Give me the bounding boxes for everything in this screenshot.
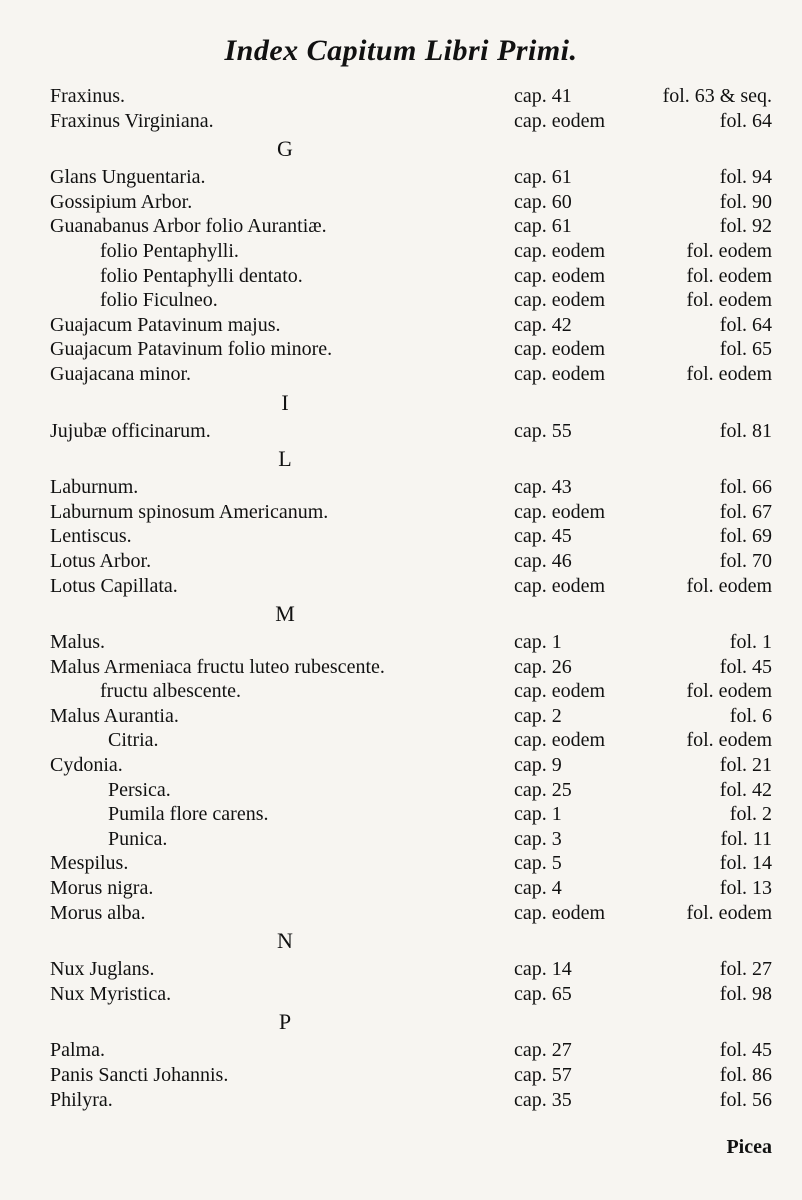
entry-name: Punica.: [108, 827, 168, 850]
index-entry: [0, 728, 802, 753]
entry-name: Morus nigra.: [50, 877, 154, 900]
entry-folio: fol. 2: [729, 803, 772, 826]
entry-folio: fol. 67: [719, 500, 772, 523]
entry-chapter: cap. 41: [514, 85, 572, 107]
entry-chapter: cap. 4: [514, 877, 562, 900]
entry-name: Lotus Capillata.: [50, 574, 178, 597]
section-letter-label: G: [277, 136, 293, 162]
index-entry: [0, 84, 802, 109]
entry-name: Palma.: [50, 1039, 105, 1062]
index-entry: [0, 500, 802, 525]
entry-folio: fol. 14: [719, 852, 772, 875]
entry-folio: fol. 56: [719, 1088, 772, 1111]
section-letter-label: N: [277, 928, 293, 954]
entry-chapter: cap. 46: [514, 549, 572, 572]
entry-folio: fol. 94: [719, 166, 772, 189]
section-letter-label: L: [278, 446, 292, 472]
entry-name: Laburnum.: [50, 476, 139, 499]
entry-name: Jujubæ officinarum.: [50, 419, 211, 442]
entry-chapter: cap. 9: [514, 754, 562, 777]
section-letter: [0, 133, 802, 165]
index-entry: [0, 851, 802, 876]
entry-chapter: cap. eodem: [514, 729, 606, 752]
entry-chapter: cap. eodem: [514, 338, 606, 361]
index-entry: [0, 827, 802, 852]
entry-name: Nux Juglans.: [50, 958, 155, 981]
index-entry: [0, 1038, 802, 1063]
entry-name: Lotus Arbor.: [50, 549, 152, 572]
entry-folio: fol. 98: [719, 982, 772, 1005]
entry-name: Citria.: [108, 729, 159, 752]
entry-chapter: cap. 35: [514, 1088, 572, 1111]
entry-chapter: cap. eodem: [514, 264, 606, 287]
entry-name: Fraxinus.: [50, 85, 125, 107]
entry-folio: fol. 42: [719, 778, 772, 801]
section-letter-label: P: [278, 1009, 292, 1035]
index-entries: [0, 84, 802, 1112]
entry-folio: fol. 90: [719, 190, 772, 213]
index-entry: [0, 876, 802, 901]
section-letter-label: M: [275, 601, 295, 627]
index-entry: [0, 778, 802, 803]
index-entry: [0, 264, 802, 289]
index-entry: [0, 957, 802, 982]
entry-name: Glans Unguentaria.: [50, 166, 206, 189]
entry-name: Guajacana minor.: [50, 362, 192, 385]
entry-name: folio Ficulneo.: [100, 289, 218, 312]
entry-name: Morus alba.: [50, 901, 146, 924]
index-entry: [0, 214, 802, 239]
entry-chapter: cap. eodem: [514, 901, 606, 924]
entry-name: Philyra.: [50, 1088, 113, 1111]
section-letter: [0, 443, 802, 475]
entry-chapter: cap. 65: [514, 982, 572, 1005]
entry-folio: fol. 45: [719, 1039, 772, 1062]
section-letter: [0, 598, 802, 630]
entry-name: fructu albescente.: [100, 680, 242, 703]
entry-chapter: cap. 2: [514, 704, 562, 727]
index-entry: [0, 419, 802, 444]
entry-folio: fol. 13: [719, 877, 772, 900]
index-entry: [0, 337, 802, 362]
entry-name: folio Pentaphylli dentato.: [100, 264, 303, 287]
index-entry: [0, 802, 802, 827]
entry-folio: fol. eodem: [686, 362, 772, 385]
entry-chapter: cap. eodem: [514, 362, 606, 385]
entry-chapter: cap. eodem: [514, 109, 606, 132]
entry-name: Guajacum Patavinum folio minore.: [50, 338, 333, 361]
entry-chapter: cap. 5: [514, 852, 562, 875]
entry-name: Gossipium Arbor.: [50, 190, 193, 213]
entry-chapter: cap. 3: [514, 827, 562, 850]
entry-name: folio Pentaphylli.: [100, 239, 239, 262]
section-letter-label: I: [281, 389, 289, 415]
section-letter: [0, 1006, 802, 1038]
entry-chapter: cap. 27: [514, 1039, 572, 1062]
index-entry: [0, 475, 802, 500]
entry-name: Lentiscus.: [50, 525, 132, 548]
entry-folio: fol. eodem: [686, 239, 772, 262]
index-entry: [0, 288, 802, 313]
entry-chapter: cap. 55: [514, 419, 572, 442]
index-entry: [0, 704, 802, 729]
entry-name: Malus Aurantia.: [50, 704, 179, 727]
entry-folio: fol. 65: [719, 338, 772, 361]
page-title: Index Capitum Libri Primi.: [224, 34, 578, 67]
entry-name: Pumila flore carens.: [108, 803, 269, 826]
entry-folio: fol. 92: [719, 215, 772, 238]
index-entry: [0, 524, 802, 549]
entry-name: Fraxinus Virginiana.: [50, 109, 214, 132]
entry-chapter: cap. 61: [514, 166, 572, 189]
entry-chapter: cap. 1: [514, 631, 562, 654]
entry-folio: fol. 66: [719, 476, 772, 499]
entry-chapter: cap. eodem: [514, 680, 606, 703]
entry-folio: fol. 86: [719, 1064, 772, 1086]
index-entry: [0, 982, 802, 1007]
entry-name: Nux Myristica.: [50, 982, 172, 1005]
entry-name: Malus.: [50, 631, 105, 654]
entry-folio: fol. 63 & seq.: [662, 85, 772, 107]
index-entry: [0, 753, 802, 778]
entry-chapter: cap. 60: [514, 190, 572, 213]
entry-name: Panis Sancti Johannis.: [50, 1064, 229, 1086]
entry-folio: fol. 27: [719, 958, 772, 981]
index-entry: [0, 630, 802, 655]
entry-chapter: cap. 25: [514, 778, 572, 801]
index-entry: [0, 655, 802, 680]
entry-folio: fol. 11: [720, 827, 772, 850]
entry-folio: fol. 6: [729, 704, 772, 727]
index-entry: [0, 679, 802, 704]
entry-folio: fol. 69: [719, 525, 772, 548]
catchword: Picea: [726, 1136, 772, 1158]
entry-folio: fol. 64: [719, 109, 772, 132]
index-entry: [0, 901, 802, 926]
entry-folio: fol. 45: [719, 655, 772, 678]
index-entry: [0, 190, 802, 215]
entry-folio: fol. eodem: [686, 289, 772, 312]
index-entry: [0, 362, 802, 387]
entry-chapter: cap. 1: [514, 803, 562, 826]
entry-name: Persica.: [108, 778, 171, 801]
index-entry: [0, 109, 802, 134]
entry-chapter: cap. 42: [514, 313, 572, 336]
entry-folio: fol. eodem: [686, 574, 772, 597]
index-entry: [0, 574, 802, 599]
entry-folio: fol. eodem: [686, 901, 772, 924]
entry-name: Laburnum spinosum Americanum.: [50, 500, 329, 523]
entry-folio: fol. 81: [719, 419, 772, 442]
section-letter: [0, 387, 802, 419]
entry-folio: fol. 64: [719, 313, 772, 336]
entry-name: Malus Armeniaca fructu luteo rubescente.: [50, 655, 385, 678]
entry-chapter: cap. eodem: [514, 239, 606, 262]
entry-chapter: cap. 57: [514, 1064, 572, 1086]
entry-folio: fol. eodem: [686, 264, 772, 287]
entry-folio: fol. 21: [719, 754, 772, 777]
index-entry: [0, 239, 802, 264]
entry-chapter: cap. eodem: [514, 500, 606, 523]
entry-folio: fol. eodem: [686, 680, 772, 703]
section-letter: [0, 925, 802, 957]
entry-chapter: cap. eodem: [514, 574, 606, 597]
entry-name: Mespilus.: [50, 852, 129, 875]
index-entry: [0, 1088, 802, 1113]
entry-chapter: cap. 45: [514, 525, 572, 548]
index-entry: [0, 313, 802, 338]
entry-name: Guanabanus Arbor folio Aurantiæ.: [50, 215, 327, 238]
entry-folio: fol. 70: [719, 549, 772, 572]
entry-name: Guajacum Patavinum majus.: [50, 313, 281, 336]
entry-folio: fol. eodem: [686, 729, 772, 752]
index-entry: [0, 1063, 802, 1088]
entry-chapter: cap. eodem: [514, 289, 606, 312]
entry-chapter: cap. 61: [514, 215, 572, 238]
entry-chapter: cap. 14: [514, 958, 572, 981]
index-entry: [0, 549, 802, 574]
entry-name: Cydonia.: [50, 754, 123, 777]
entry-folio: fol. 1: [729, 631, 772, 654]
index-entry: [0, 165, 802, 190]
entry-chapter: cap. 43: [514, 476, 572, 499]
entry-chapter: cap. 26: [514, 655, 572, 678]
